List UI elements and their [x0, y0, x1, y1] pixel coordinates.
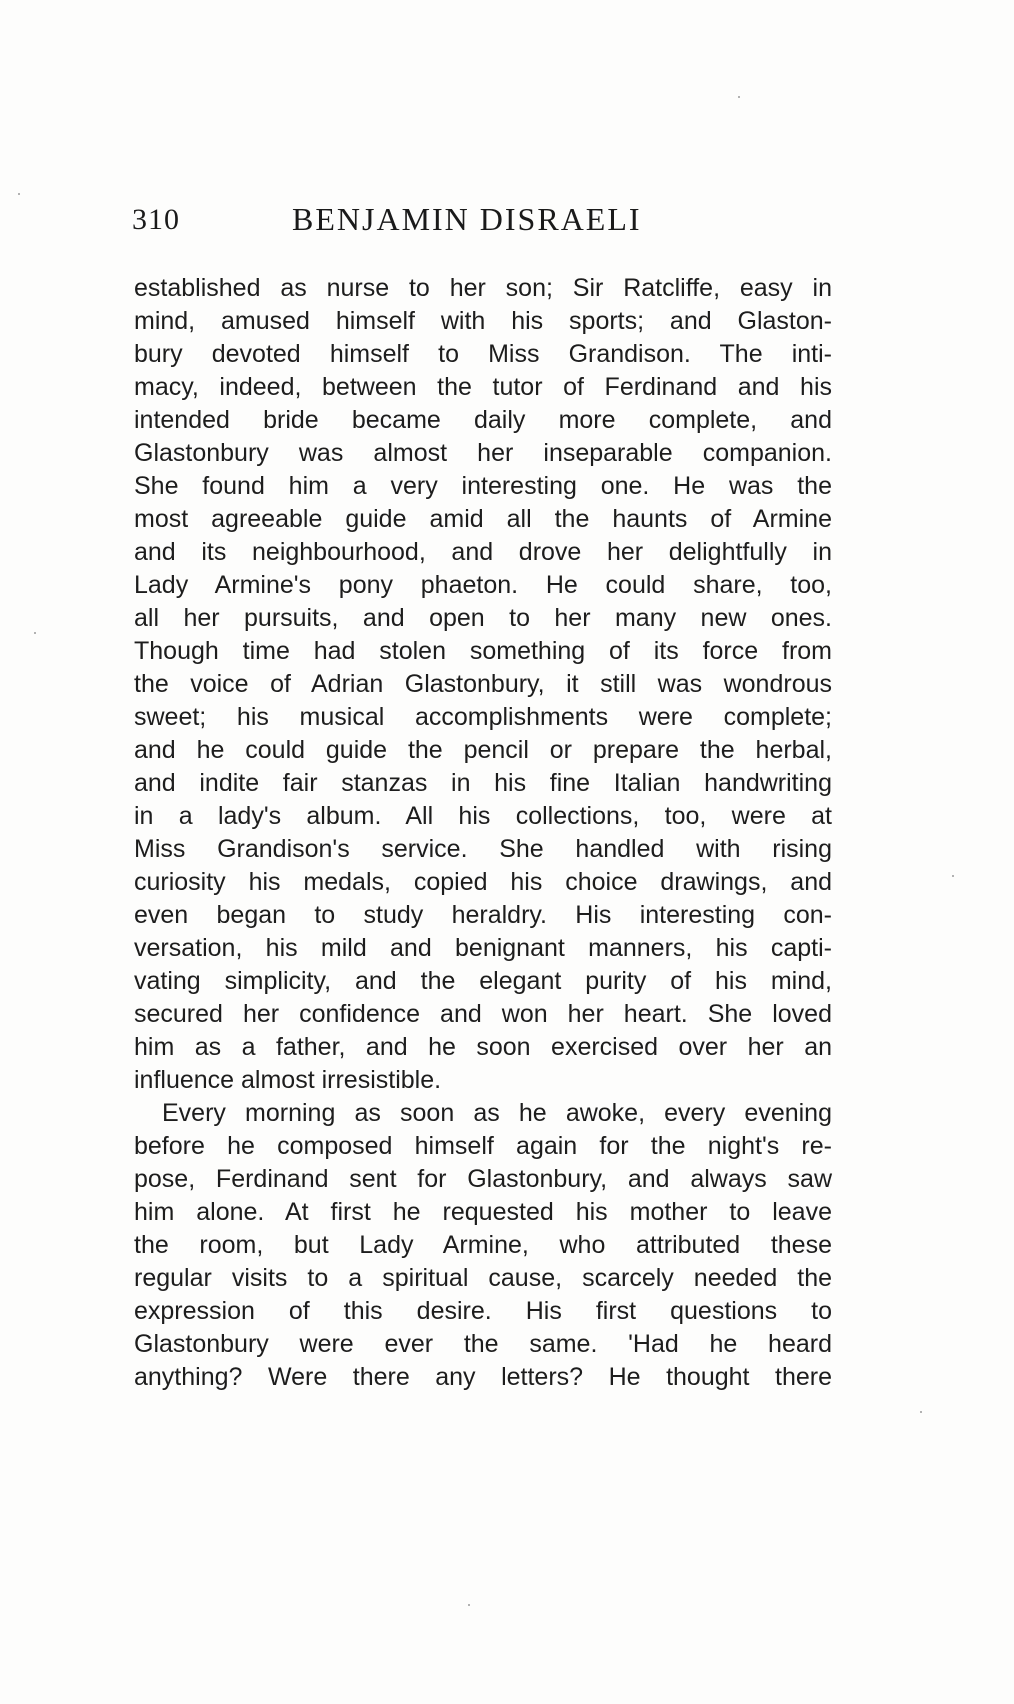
text-line: vating simplicity, and the elegant purity of his mind, [134, 967, 832, 995]
text-line: pose, Ferdinand sent for Glastonbury, and always saw [134, 1165, 832, 1193]
text-line: the room, but Lady Armine, who attributed these [134, 1231, 832, 1259]
text-line: mind, amused himself with his sports; and Glaston- [134, 307, 832, 335]
running-title: BENJAMIN DISRAELI [292, 201, 642, 237]
text-line: curiosity his medals, copied his choice drawings, and [134, 868, 832, 896]
text-line: sweet; his musical accomplishments were complete; [134, 703, 832, 731]
text-line: macy, indeed, between the tutor of Ferdinand and his [134, 373, 832, 401]
paragraph [134, 1097, 832, 1394]
text-line: established as nurse to her son; Sir Ratcliffe, easy in [134, 274, 832, 302]
scan-speck [468, 1604, 470, 1606]
text-line: expression of this desire. His first questions to [134, 1297, 832, 1325]
text-line: secured her confidence and won her heart. She loved [134, 1000, 832, 1028]
paragraph [134, 272, 832, 1097]
text-line: him as a father, and he soon exercised over her an [134, 1033, 832, 1061]
text-line: regular visits to a spiritual cause, scarcely needed the [134, 1264, 832, 1292]
text-line: versation, his mild and benignant manners, his capti- [134, 934, 832, 962]
text-line: in a lady's album. All his collections, too, were at [134, 802, 832, 830]
text-line: Though time had stolen something of its force from [134, 637, 832, 665]
text-line: She found him a very interesting one. He was the [134, 472, 832, 500]
text-line: before he composed himself again for the night's re- [134, 1132, 832, 1160]
scan-speck [920, 1411, 922, 1413]
text-line: and its neighbourhood, and drove her delightfully in [134, 538, 832, 566]
scan-speck [738, 96, 740, 98]
text-line: Glastonbury were ever the same. 'Had he heard [134, 1330, 832, 1358]
page-number: 310 [132, 203, 180, 236]
text-line: Glastonbury was almost her inseparable companion. [134, 439, 832, 467]
text-line: anything? Were there any letters? He thought there [134, 1363, 832, 1391]
text-line: intended bride became daily more complete, and [134, 406, 832, 434]
text-line: bury devoted himself to Miss Grandison. The inti- [134, 340, 832, 368]
scan-speck [34, 632, 36, 634]
text-line: and indite fair stanzas in his fine Italian handwriting [134, 769, 832, 797]
page-header [132, 203, 852, 253]
text-line: influence almost irresistible. [134, 1066, 442, 1094]
text-line: the voice of Adrian Glastonbury, it still was wondrous [134, 670, 832, 698]
text-line: him alone. At first he requested his mother to leave [134, 1198, 832, 1226]
text-line: even began to study heraldry. His interesting con- [134, 901, 832, 929]
scan-speck [18, 193, 20, 195]
text-line: Lady Armine's pony phaeton. He could share, too, [134, 571, 832, 599]
body-text [134, 272, 832, 1394]
text-line: Miss Grandison's service. She handled with rising [134, 835, 832, 863]
text-line: and he could guide the pencil or prepare the herbal, [134, 736, 832, 764]
scan-speck [952, 875, 954, 877]
text-line: all her pursuits, and open to her many new ones. [134, 604, 832, 632]
text-line: most agreeable guide amid all the haunts of Armine [134, 505, 832, 533]
text-line: Every morning as soon as he awoke, every evening [162, 1099, 832, 1127]
